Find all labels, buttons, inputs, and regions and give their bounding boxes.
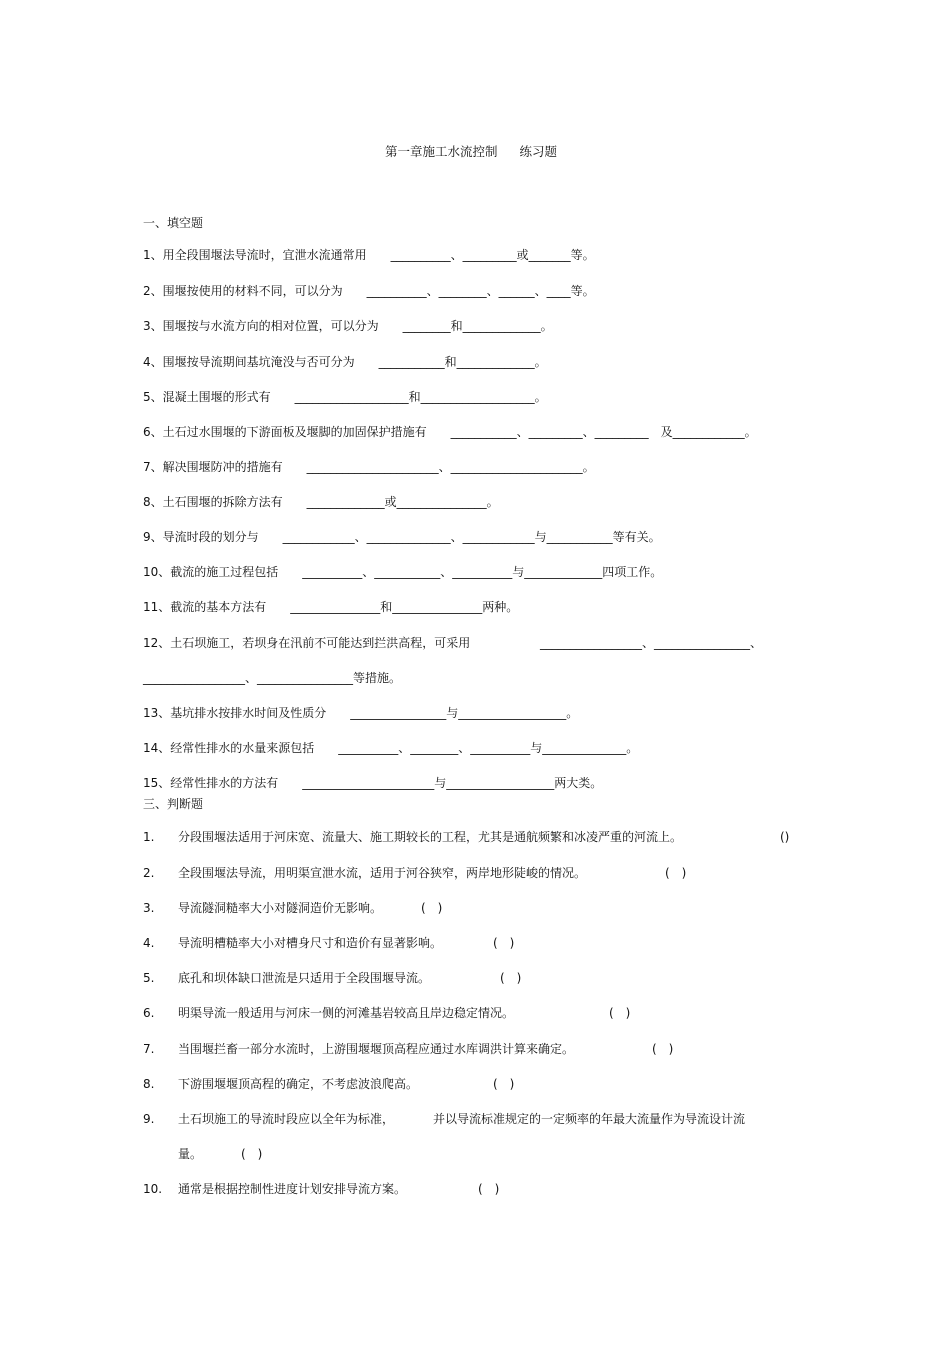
judge-item (143, 1182, 500, 1196)
fill-question: 15、经常性排水的方法有 ______________________与__________________两大类。 (143, 776, 603, 790)
judge-item (143, 971, 522, 985)
judge-item (143, 936, 515, 950)
fill-question: 12、土石坝施工，若坝身在汛前不可能达到拦洪高程，可采用 (143, 636, 471, 650)
judge-text: 明渠导流一般适用与河床一侧的河滩基岩较高且岸边稳定情况。 (178, 1006, 515, 1020)
fill-question-blanks: _________________、________________、 (540, 636, 763, 650)
fill-question: 1、用全段围堰法导流时，宜泄水流通常用 __________、_________或_______等。 (143, 248, 595, 262)
judge-number: 2. (143, 866, 155, 880)
fill-question: 2、围堰按使用的材料不同，可以分为 __________、________、______、____等。 (143, 284, 595, 298)
fill-question: 8、土石围堰的拆除方法有 _____________或_______________。 (143, 495, 499, 509)
judge-answer-bracket[interactable]: ( ) (609, 1006, 631, 1020)
fill-question: 14、经常性排水的水量来源包括 __________、________、__________与______________。 (143, 741, 639, 755)
judge-number: 5. (143, 971, 155, 985)
judge-text: 通常是根据控制性进度计划安排导流方案。 (178, 1182, 407, 1196)
judge-answer-bracket[interactable]: ( ) (493, 1077, 515, 1091)
judge-answer-bracket[interactable]: () (780, 830, 790, 844)
title-sub: 练习题 (519, 144, 558, 159)
judge-answer-bracket[interactable]: ( ) (421, 901, 443, 915)
judge-item (143, 1042, 674, 1056)
judge-item (143, 830, 803, 844)
judge-item (143, 1006, 631, 1020)
section-heading-fill: 一、填空题 (143, 216, 204, 230)
fill-question: 5、混凝土围堰的形式有 ___________________和___________________。 (143, 390, 547, 404)
judge-text: 分段围堰法适用于河床宽、流量大、施工期较长的工程，尤其是通航频繁和冰凌严重的河流上。 (178, 830, 683, 844)
judge-item (143, 901, 443, 915)
judge-number: 8. (143, 1077, 155, 1091)
fill-question: 6、土石过水围堰的下游面板及堰脚的加固保护措施有 ___________、_________、_________ 及____________。 (143, 425, 757, 439)
judge-answer-bracket[interactable]: ( ) (652, 1042, 674, 1056)
title-main: 第一章施工水流控制 (385, 144, 498, 159)
judge-number: 6. (143, 1006, 155, 1020)
judge-number: 3. (143, 901, 155, 915)
judge-item-continued (178, 1147, 263, 1161)
fill-question: 4、围堰按导流期间基坑淹没与否可分为 ___________和_____________。 (143, 355, 547, 369)
judge-number: 9. (143, 1112, 155, 1126)
judge-number: 4. (143, 936, 155, 950)
fill-question-continued: _________________、________________等措施。 (143, 671, 402, 685)
judge-text: 当围堰拦畜一部分水流时，上游围堰堰顶高程应通过水库调洪计算来确定。 (178, 1042, 575, 1056)
section-heading-judge: 三、判断题 (143, 797, 204, 811)
fill-question: 9、导流时段的划分与 ____________、______________、____________与___________等有关。 (143, 530, 661, 544)
fill-question: 10、截流的施工过程包括 __________、___________、__________与_____________四项工作。 (143, 565, 663, 579)
judge-number: 10. (143, 1182, 163, 1196)
judge-answer-bracket[interactable]: ( ) (665, 866, 687, 880)
judge-answer-bracket[interactable]: ( ) (478, 1182, 500, 1196)
fill-question: 7、解决围堰防冲的措施有 ______________________、______________________。 (143, 460, 595, 474)
judge-item (143, 1112, 746, 1126)
judge-number: 7. (143, 1042, 155, 1056)
fill-question: 11、截流的基本方法有 _______________和_______________两种。 (143, 600, 519, 614)
judge-answer-bracket[interactable]: ( ) (241, 1147, 263, 1161)
judge-answer-bracket[interactable]: ( ) (500, 971, 522, 985)
judge-text: 土石坝施工的导流时段应以全年为标准， (178, 1112, 395, 1126)
judge-text-continued: 量。 (178, 1147, 203, 1161)
judge-item (143, 866, 687, 880)
judge-text: 全段围堰法导流，用明渠宣泄水流，适用于河谷狭窄，两岸地形陡峻的情况。 (178, 866, 587, 880)
judge-item (143, 1077, 515, 1091)
judge-text-cont: 并以导流标准规定的一定频率的年最大流量作为导流设计流 (433, 1112, 746, 1126)
judge-answer-bracket[interactable]: ( ) (493, 936, 515, 950)
judge-text: 导流明槽糙率大小对槽身尺寸和造价有显著影响。 (178, 936, 443, 950)
judge-text: 底孔和坝体缺口泄流是只适用于全段围堰导流。 (178, 971, 431, 985)
fill-question: 13、基坑排水按排水时间及性质分 ________________与__________________。 (143, 706, 579, 720)
judge-text: 下游围堰堰顶高程的确定，不考虑波浪爬高。 (178, 1077, 419, 1091)
judge-number: 1. (143, 830, 155, 844)
fill-question: 3、围堰按与水流方向的相对位置，可以分为 ________和_____________。 (143, 319, 553, 333)
page-title (385, 145, 557, 159)
judge-text: 导流隧洞糙率大小对隧洞造价无影响。 (178, 901, 383, 915)
